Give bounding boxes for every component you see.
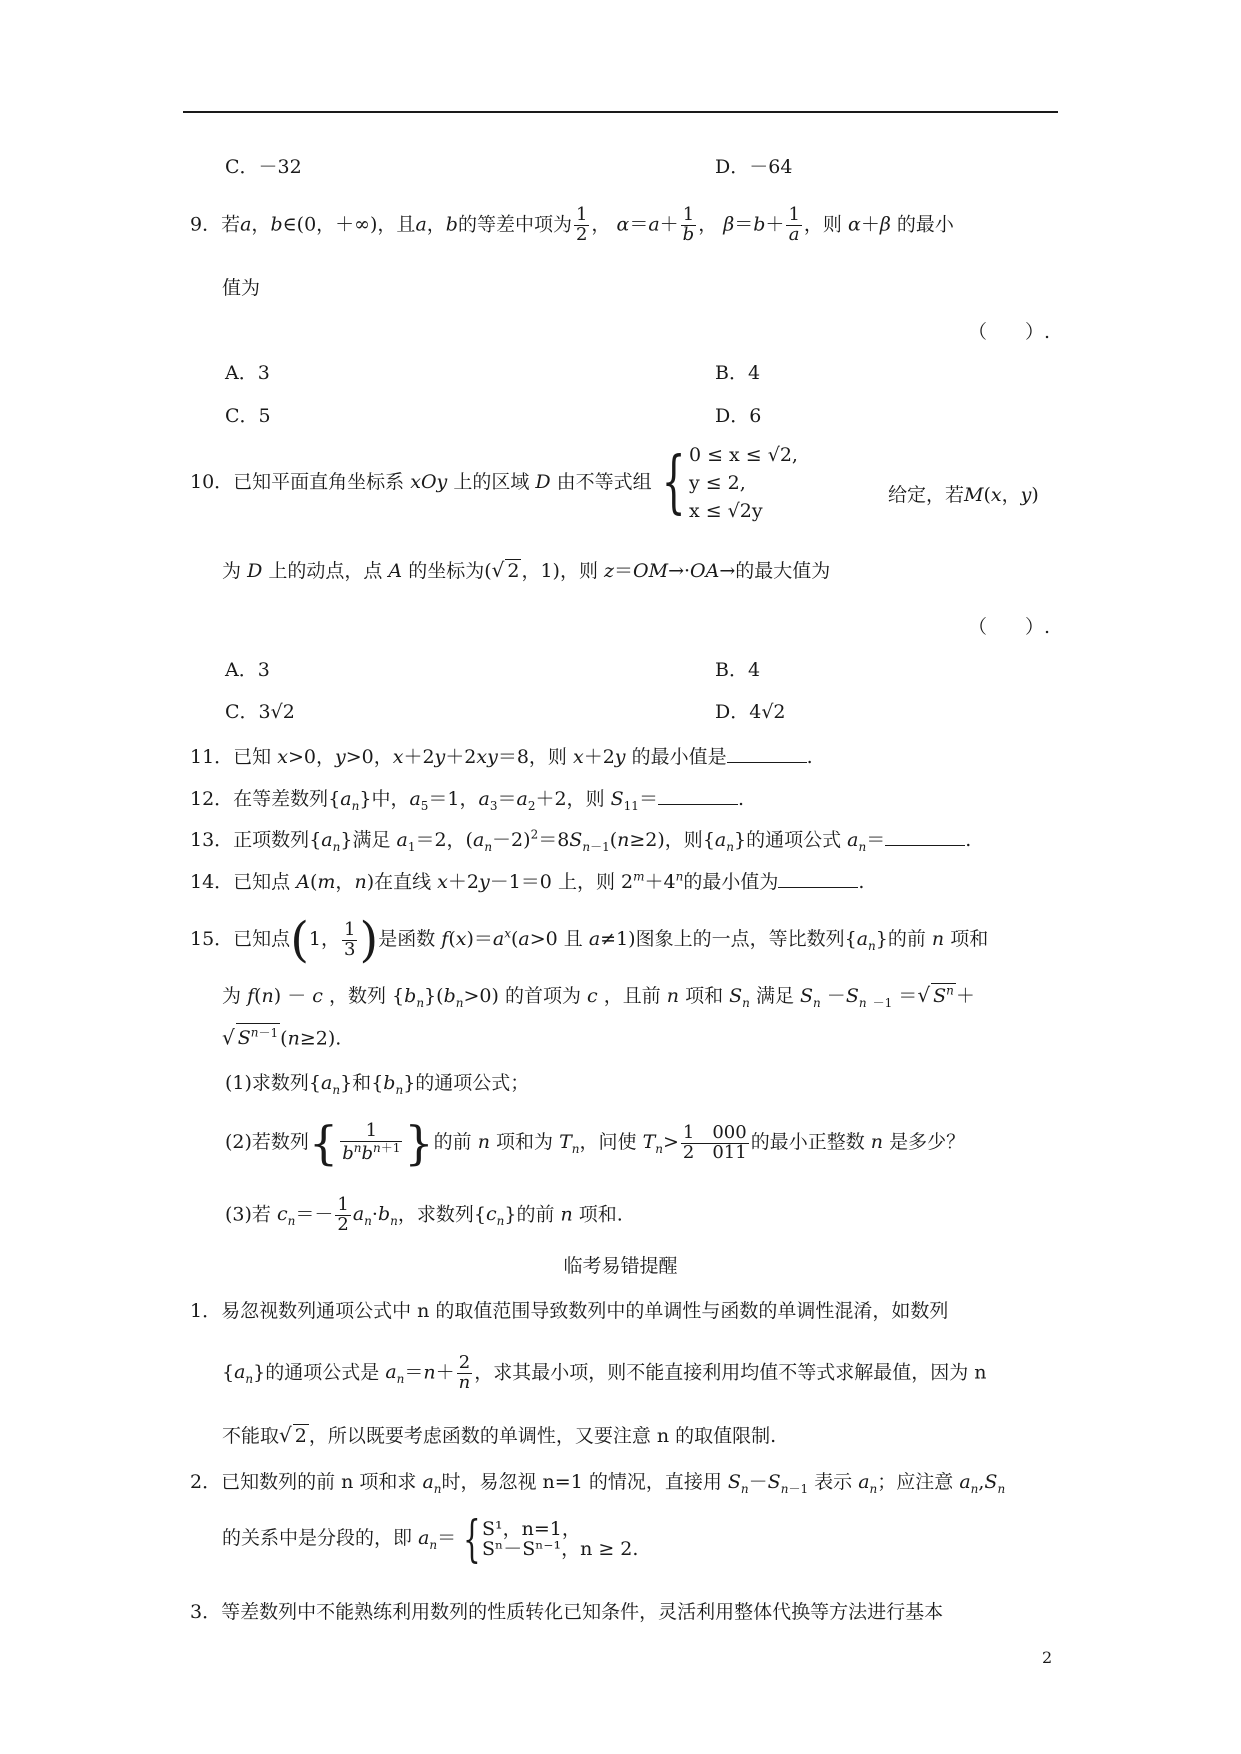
q10-option-c: C．3√2 bbox=[225, 701, 295, 723]
q15-part1: (1)求数列$\{a_n\}$和$\{b_n\}$的通项公式； bbox=[225, 1072, 530, 1097]
q12-answer-blank bbox=[658, 788, 738, 805]
tip2-line2: 的关系中是分段的，即 $a_n= \{S^1$，n=1， Sⁿ－Sⁿ⁻¹，n ≥ 2. bbox=[222, 1510, 639, 1568]
header-rule bbox=[183, 111, 1058, 113]
q14-answer-blank bbox=[778, 871, 858, 888]
q10-option-b: B．4 bbox=[715, 659, 761, 681]
q15-stem: 15．已知点(1， $\frac{1}{3}$ )是函数 $f(x)=a^x(a>0$ 且 a≠1)图象上的一点，等比数列$\{a_n\}$的前 n 项和 bbox=[190, 912, 989, 968]
q9-option-a: A．3 bbox=[225, 362, 270, 384]
section-title: 临考易错提醒 bbox=[563, 1255, 678, 1277]
q9-answer-paren: （ ）. bbox=[968, 321, 1051, 343]
q9-stem: 9．若a，b∈(0，＋∞)，且a，b的等差中项为 $\frac{1}{2}$ ， α＝a＋ $\frac{1}{b}$ ， β＝b＋ $\frac{1}{a}$ ，则 α＋β 的最小 bbox=[190, 204, 954, 245]
q15-part3: (3)若 $c_n=-$ $\frac{1}{2}$ $a_n\cdot b_n$，求数列$\{c_n\}$的前 n 项和. bbox=[225, 1194, 623, 1235]
page-number: 2 bbox=[1042, 1648, 1053, 1667]
q14: 14．已知点 A(m，n)在直线 x＋2y－1＝0 上，则 $2^m+4^n$的最小值为 . bbox=[190, 869, 865, 893]
q15-line3: √ $S^{n-1}$ (n≥2). bbox=[222, 1023, 341, 1049]
q9-option-b: B．4 bbox=[715, 362, 761, 384]
q10-option-a: A．3 bbox=[225, 659, 270, 681]
q13: 13．正项数列$\{a_n\}$满足 $a_1=2$，$(a_n-2)^2=8S_{n-1}(n\ge 2)$，则$\{a_n\}$的通项公式 $a_n=$ . bbox=[190, 827, 972, 854]
q9-option-c: C．5 bbox=[225, 405, 271, 427]
q11: 11．已知 x>0，y>0，x＋2y＋2xy＝8，则 x＋2y 的最小值是 . bbox=[190, 746, 813, 768]
q8-option-d: D．－64 bbox=[715, 156, 793, 178]
q10-line2: 为 D 上的动点，点 A 的坐标为(√ 2 ，1)，则 z＝OM→·OA→的最大值为 bbox=[222, 558, 831, 582]
q15-line2: 为 f(n) － c ，数列 $\{b_n\}(b_n>0)$ 的首项为 c ，且前 n 项和 $S_n$ 满足 $S_n -S_n$ $_{-1}$ ＝√ $S^n$ ＋ bbox=[222, 983, 975, 1010]
q8-option-c: C．－32 bbox=[225, 156, 302, 178]
q13-answer-blank bbox=[885, 829, 965, 846]
q9-line2: 值为 bbox=[222, 277, 261, 299]
tip2-line1: 2．已知数列的前 n 项和求 $a_n$时，易忽视 n=1 的情况，直接用 $S_n-S_{n-1}$ 表示 $a_n$；应注意 $a_n,S_n$ bbox=[190, 1471, 1006, 1496]
q10-stem-end: 给定，若M(x，y) bbox=[888, 484, 1039, 506]
q11-answer-blank bbox=[727, 746, 807, 763]
tip1-line1: 1．易忽视数列通项公式中 n 的取值范围导致数列中的单调性与函数的单调性混淆，如数列 bbox=[190, 1300, 949, 1322]
q9-option-d: D．6 bbox=[715, 405, 762, 427]
q10-answer-paren: （ ）. bbox=[968, 616, 1051, 638]
tip1-line2: $\{a_n\}$的通项公式是 $a_n=n+$ $\frac{2}{n}$ ，求其最小项，则不能直接利用均值不等式求解最值，因为 n bbox=[222, 1352, 987, 1393]
tip1-line3: 不能取√ 2 ，所以既要考虑函数的单调性，又要注意 n 的取值限制. bbox=[222, 1423, 777, 1447]
q10-stem: 10．已知平面直角坐标系 xOy 上的区域 D 由不等式组 { 0 ≤ x ≤ √2, y ≤ 2, x ≤ √2y bbox=[190, 443, 798, 522]
q10-option-d: D．4√2 bbox=[715, 701, 786, 723]
q12: 12．在等差数列$\{a_n\}$中，$a_5=1$，$a_3=a_2+2$，则 $S_{11}=$ . bbox=[190, 788, 744, 813]
q15-part2: (2)若数列{ $\frac{1}{b^nb^{n+1}}$ }的前 n 项和为 $T_n$，问使 $T_n>$ $\frac{1 000}{2 011}$ 的最小正整数 n 是多少？ bbox=[225, 1116, 966, 1170]
tip3-line1: 3．等差数列中不能熟练利用数列的性质转化已知条件，灵活利用整体代换等方法进行基本 bbox=[190, 1601, 944, 1623]
